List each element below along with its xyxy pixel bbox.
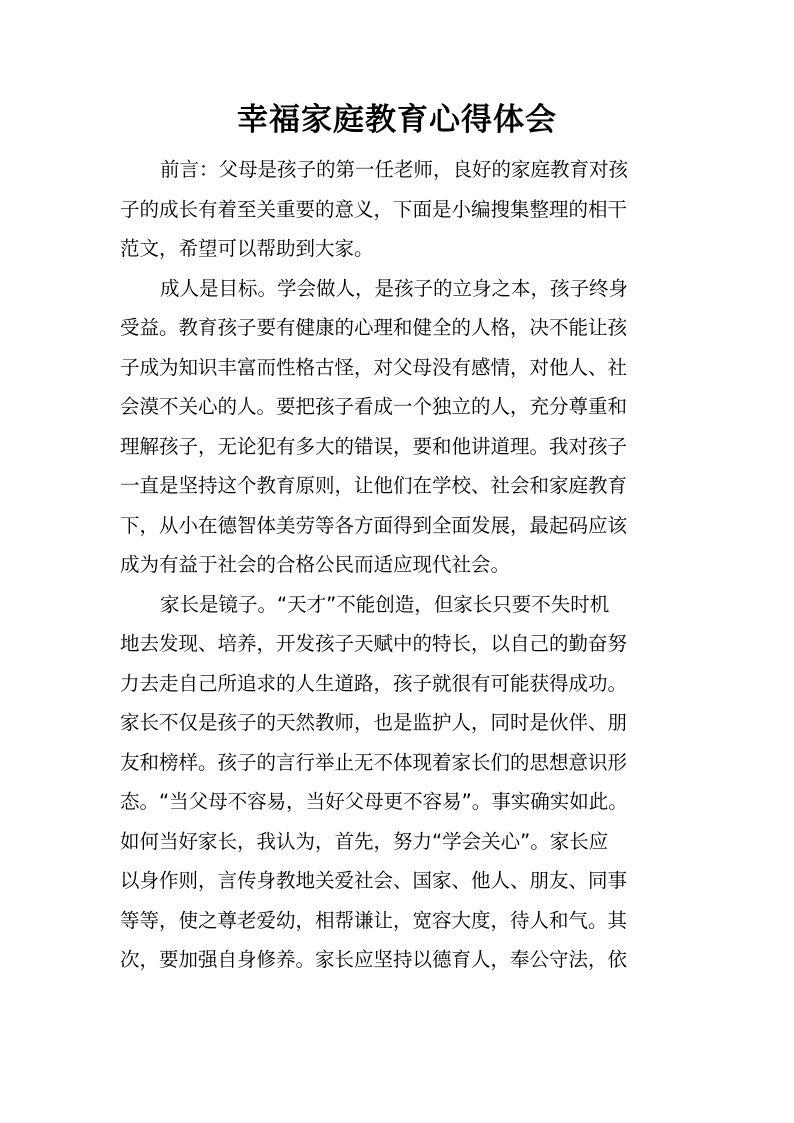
body-text-line: 成人是目标。学会做人，是孩子的立身之本，孩子终身 xyxy=(160,276,629,300)
document-title: 幸福家庭教育心得体会 xyxy=(237,102,557,138)
body-text-line: 会漠不关心的人。要把孩子看成一个独立的人，充分尊重和 xyxy=(120,395,628,418)
body-text-line: 一直是坚持这个教育原则，让他们在学校、社会和家庭教育 xyxy=(120,474,628,497)
document-body xyxy=(120,150,680,980)
body-text-line: 成为有益于社会的合格公民而适应现代社会。 xyxy=(120,553,511,576)
body-text-line: 以身作则，言传身教地关爱社会、国家、他人、朋友、同事 xyxy=(120,869,628,892)
body-text-line: 友和榜样。孩子的言行举止无不体现着家长们的思想意识形 xyxy=(120,750,628,774)
body-text-line: 受益。教育孩子要有健康的心理和健全的人格，决不能让孩 xyxy=(120,316,628,339)
body-text-line: 家长是镜子。“天才”不能创造，但家长只要不失时机 xyxy=(160,592,610,616)
body-text-line: 地去发现、培养，开发孩子天赋中的特长，以自己的勤奋努 xyxy=(120,632,628,655)
body-text-line: 子的成长有着至关重要的意义，下面是小编搜集整理的相干 xyxy=(120,197,628,221)
body-text-line: 力去走自己所追求的人生道路，孩子就很有可能获得成功。 xyxy=(120,671,628,695)
body-text-line: 理解孩子，无论犯有多大的错误，要和他讲道理。我对孩子 xyxy=(120,434,628,458)
body-text-line: 范文，希望可以帮助到大家。 xyxy=(120,237,374,260)
body-text-line: 子成为知识丰富而性格古怪，对父母没有感情，对他人、社 xyxy=(120,355,628,379)
body-text-line: 家长不仅是孩子的天然教师，也是监护人，同时是伙伴、朋 xyxy=(120,711,628,734)
body-text-line: 次，要加强自身修养。家长应坚持以德育人，奉公守法，依 xyxy=(120,948,628,971)
body-text-line: 等等，使之尊老爱幼，相帮谦让，宽容大度，待人和气。其 xyxy=(120,908,628,932)
body-text-line: 下，从小在德智体美劳等各方面得到全面发展，最起码应该 xyxy=(120,513,628,537)
body-text-line: 前言：父母是孩子的第一任老师，良好的家庭教育对孩 xyxy=(160,158,629,181)
body-text-line: 态。“当父母不容易，当好父母更不容易”。事实确实如此。 xyxy=(120,790,628,813)
body-text-line: 如何当好家长，我认为，首先，努力“学会关心”。家长应 xyxy=(120,829,609,853)
